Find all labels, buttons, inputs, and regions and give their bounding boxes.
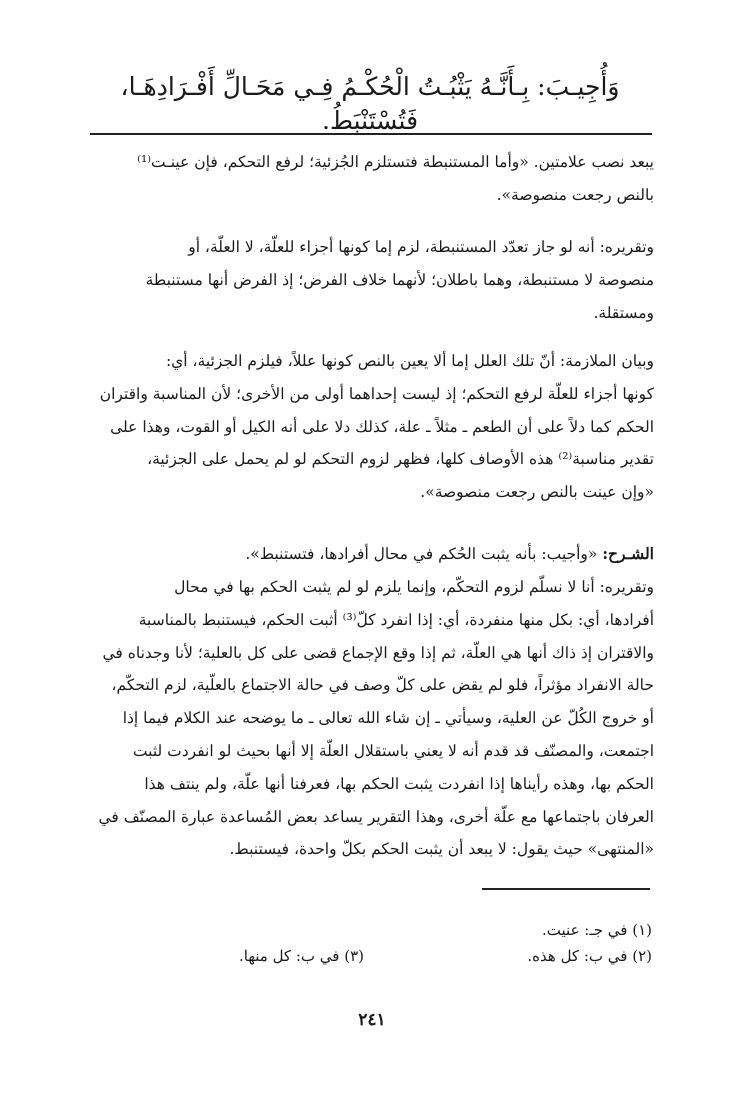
text-line: وتقريره: أنا لا نسلّم لزوم التحكّم، وإنما يلزم لو لم يثبت الحكم بها في محال [174, 578, 654, 596]
paragraph-1 [86, 146, 654, 212]
footnote-2: (٢) في ب: كل هذه. [527, 947, 652, 965]
text-line [86, 538, 654, 571]
header-divider [90, 133, 652, 135]
commentary-heading-line [86, 538, 654, 571]
text-line: أو خروج الكُلّ عن العلية، وسيأتي ـ إن شاء الله تعالى ـ ما يوضحه عند الكلام فيما إذا [122, 709, 654, 728]
text-line: والاقتران إذ ذاك أنها هي العلّة، ثم إذا وقع الإجماع قضى على كل بالعلية؛ لأنا وجدناه في [102, 643, 654, 662]
page-header-title: وَأُجِيـبَ: بِـأَنَّـهُ يَثْبُـتُ الْحُكْـمُ فِـي مَحَـالِّ أَفْـرَادِهَـا، فَتُسْتَنْبَطُ. [120, 72, 620, 135]
text-line: ومستقلة. [593, 303, 654, 322]
footnote-3: (٣) في ب: كل منها. [238, 947, 364, 965]
text-line: الحكم كما دلاً على أن الطعم ـ مثلاً ـ علة، كذلك دلا على أنه الكيل أو القوت، وهذا على [110, 417, 654, 436]
text-line: كونها أجزاء للعلّة لرفع التحكم؛ إذ ليست إحداهما أولى من الأخرى؛ لأن المناسبة واقتران [99, 384, 654, 403]
text-line: تقدير مناسبة⁽²⁾ هذه الأوصاف كلها، فظهر لزوم التحكم لو لم يحمل على الجزئية، [147, 450, 654, 469]
paragraph-2 [86, 231, 654, 329]
text-line: «المنتهى» حيث يقول: لا يبعد أن يثبت الحكم بكلّ واحدة، فيستنبط. [229, 840, 654, 859]
footnote-1: (١) في جـ: عنيت. [542, 921, 652, 939]
text-line: أفرادها، أي: بكل منها منفردة، أي: إذا انفرد كلّ⁽³⁾ أثبت الحكم، فيستنبط بالمناسبة [138, 610, 654, 629]
text-line: اجتمعت، والمصنّف قد قدم أنه لا يعني باستقلال العلّة إلا أنها بحيث لو انفردت لثبت [132, 741, 654, 760]
text-line: وبيان الملازمة: أنّ تلك العلل إما ألا يعين بالنص كونها عللاً، فيلزم الجزئية، أي: [165, 352, 654, 370]
commentary-quote: «وأجيب: بأنه يثبت الحُكم في محال أفرادها، فتستنبط». [245, 545, 598, 563]
text-line: «وإن عينت بالنص رجعت منصوصة». [420, 483, 654, 502]
text-line: منصوصة لا مستنبطة، وهما باطلان؛ لأنهما خلاف الفرض؛ إذ الفرض أنها مستنبطة [145, 270, 654, 289]
paragraph-3 [86, 345, 654, 509]
commentary-label: الشـرح: [602, 544, 654, 563]
footnote-divider [482, 888, 650, 890]
text-line: حالة الانفراد مؤثراً، فلو لم يقض على كلّ وصف في حالة الاجتماع بالعلّية، لزم التحكّم، [111, 676, 654, 695]
page-number: ٢٤١ [358, 1010, 386, 1030]
paragraph-5 [86, 571, 654, 866]
text-line: العرفان باجتماعها مع علّة أخرى، وهذا التقرير يساعد بعض المُساعدة عبارة المصنّف في [98, 807, 654, 826]
text-line: بالنص رجعت منصوصة». [496, 185, 654, 204]
text-line: وتقريره: أنه لو جاز تعدّد المستنبطة، لزم إما كونها أجزاء للعلّة، لا العلّة، أو [188, 238, 654, 256]
text-line: يبعد نصب علامتين. «وأما المستنبطة فتستلزم الجُزئية؛ لرفع التحكم، فإن عينـت⁽¹⁾ [137, 153, 654, 171]
text-line: الحكم بها، وهذه رأيناها إذا انفردت يثبت الحكم بها، فعرفنا أنها علّة، ولم ينتف هذا [144, 774, 654, 793]
